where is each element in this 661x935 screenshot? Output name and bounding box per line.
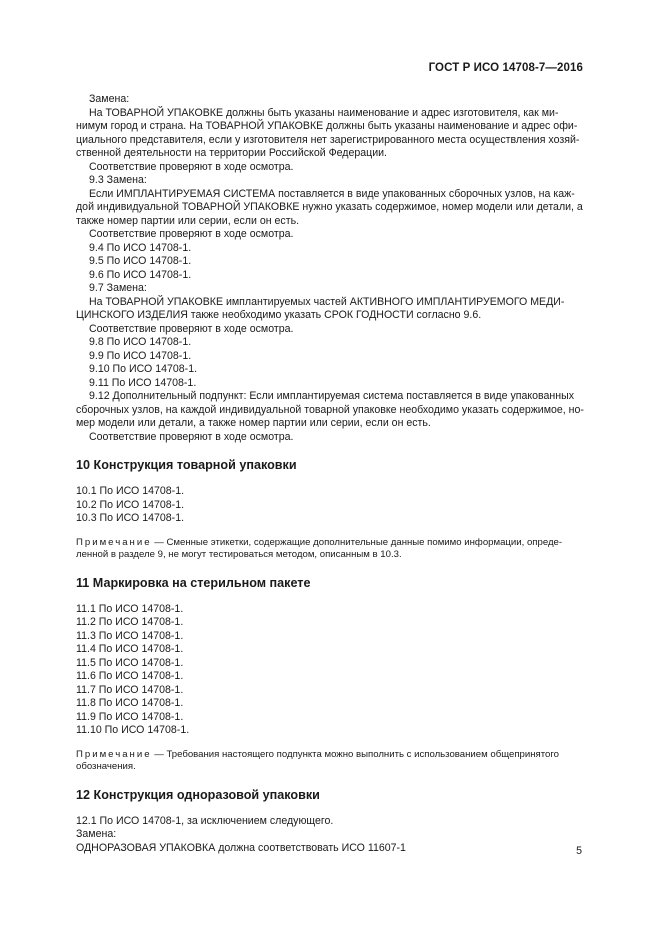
text-line: На ТОВАРНОЙ УПАКОВКЕ должны быть указаны наименование и адрес изготовителя, как ми- <box>89 106 559 119</box>
text-line: 11.6 По ИСО 14708-1. <box>76 670 184 682</box>
text-line: сборочных узлов, на каждой индивидуальной товарной упаковке необходимо указать содержимое, но- <box>76 403 584 416</box>
text-line: 11.8 По ИСО 14708-1. <box>76 697 184 709</box>
text-line: 11.2 По ИСО 14708-1. <box>76 616 184 628</box>
note-text: — Требования настоящего подпункта можно выполнить с использованием общепринятого <box>151 748 559 760</box>
text-line: 11.7 По ИСО 14708-1. <box>76 683 184 696</box>
note-2-continued: обозначения. <box>76 761 136 772</box>
text-line: 11.9 По ИСО 14708-1. <box>76 710 184 723</box>
text-line: 9.11 По ИСО 14708-1. <box>89 376 197 389</box>
text-line: мер модели или детали, а также номер партии или серии, если он есть. <box>76 417 431 429</box>
text-line: 10.2 По ИСО 14708-1. <box>76 498 185 511</box>
text-line: 9.8 По ИСО 14708-1. <box>89 336 192 348</box>
document-body <box>76 93 584 855</box>
text-line: 9.5 По ИСО 14708-1. <box>89 255 192 267</box>
text-line: На ТОВАРНОЙ УПАКОВКЕ имплантируемых частей АКТИВНОГО ИМПЛАНТИРУЕМОГО МЕДИ- <box>89 295 565 308</box>
text-line: 11.4 По ИСО 14708-1. <box>76 643 184 655</box>
text-line: ЦИНСКОГО ИЗДЕЛИЯ также необходимо указать СРОК ГОДНОСТИ согласно 9.6. <box>76 309 482 321</box>
text-line: 11.3 По ИСО 14708-1. <box>76 629 184 642</box>
text-line: циального представителя, если у изготовителя нет зарегистрированного места осуществления хозяй- <box>76 133 580 146</box>
text-line: 9.7 Замена: <box>89 282 147 294</box>
text-line: 10.3 По ИСО 14708-1. <box>76 512 185 524</box>
page-number: 5 <box>576 845 582 857</box>
text-line: Замена: <box>89 93 130 105</box>
note-1 <box>76 537 584 550</box>
text-line: 11.5 По ИСО 14708-1. <box>76 656 184 669</box>
text-line: Соответствие проверяют в ходе осмотра. <box>89 160 294 173</box>
text-line: 12.1 По ИСО 14708-1, за исключением следующего. <box>76 814 334 827</box>
text-line: 9.9 По ИСО 14708-1. <box>89 349 192 362</box>
text-line: 10.1 По ИСО 14708-1. <box>76 485 185 497</box>
text-line: 11.10 По ИСО 14708-1. <box>76 724 190 736</box>
note-text: — Сменные этикетки, содержащие дополнительные данные помимо информации, опреде- <box>151 536 563 548</box>
text-line: 11.1 По ИСО 14708-1. <box>76 602 184 615</box>
text-line: Соответствие проверяют в ходе осмотра. <box>89 322 294 335</box>
text-line: ОДНОРАЗОВАЯ УПАКОВКА должна соответствовать ИСО 11607-1 <box>76 841 406 854</box>
text-line: ственной деятельности на территории Российской Федерации. <box>76 147 387 159</box>
text-line: нимум город и страна. На ТОВАРНОЙ УПАКОВКЕ должны быть указаны наименование и адрес офи- <box>76 120 578 132</box>
text-line: 9.4 По ИСО 14708-1. <box>89 241 192 254</box>
document-header: ГОСТ Р ИСО 14708-7—2016 <box>428 62 583 74</box>
text-line: дой индивидуальной ТОВАРНОЙ УПАКОВКЕ нужно указать содержимое, номер модели или детали, а <box>76 201 583 213</box>
text-line: Соответствие проверяют в ходе осмотра. <box>89 430 294 443</box>
note-label: Примечание <box>76 536 152 548</box>
text-line: Замена: <box>76 828 117 840</box>
section-heading-10: 10 Конструкция товарной упаковки <box>76 458 297 472</box>
text-line: 9.3 Замена: <box>89 174 147 186</box>
text-line: Соответствие проверяют в ходе осмотра. <box>89 228 294 240</box>
text-line: 9.6 По ИСО 14708-1. <box>89 268 192 281</box>
text-line: Если ИМПЛАНТИРУЕМАЯ СИСТЕМА поставляется в виде упакованных сборочных узлов, на каж- <box>89 187 575 200</box>
note-1-continued: ленной в разделе 9, не могут тестироваться методом, описанным в 10.3. <box>76 549 402 560</box>
note-2 <box>76 749 584 762</box>
note-label: Примечание <box>76 748 152 760</box>
text-line: также номер партии или серии, если он есть. <box>76 214 300 227</box>
section-heading-11: 11 Маркировка на стерильном пакете <box>76 575 311 590</box>
text-line: 9.10 По ИСО 14708-1. <box>89 363 198 375</box>
section-heading-12: 12 Конструкция одноразовой упаковки <box>76 787 320 802</box>
text-line: 9.12 Дополнительный подпункт: Если имплантируемая система поставляется в виде упакованных <box>89 390 575 402</box>
